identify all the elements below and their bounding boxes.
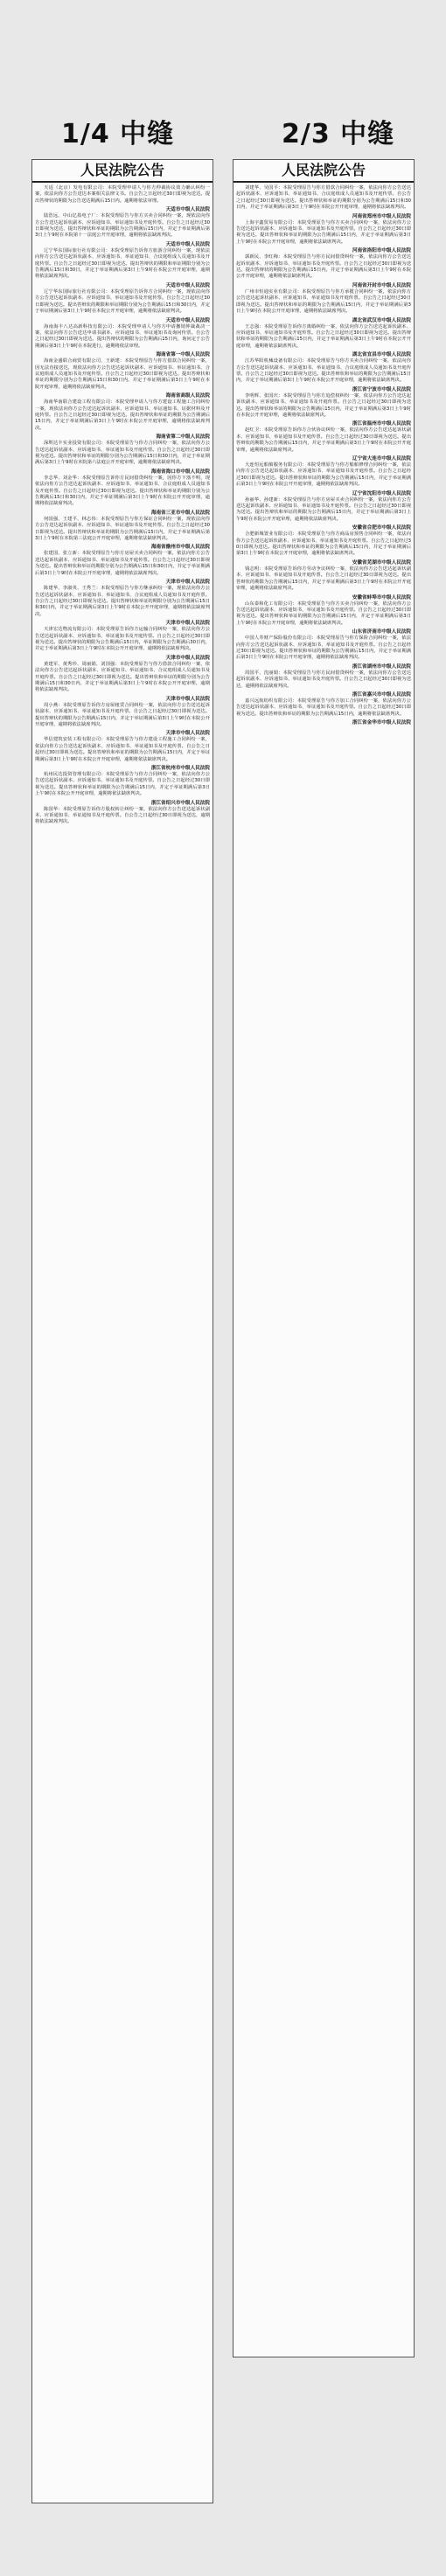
court-notice [236,559,411,593]
court-name: 海南省第一中级人民法院 [156,352,210,358]
court-name: 天适市中级人民法院 [165,207,210,213]
court-name: 浙江省温州市中级人民法院 [352,421,411,427]
court-notice [35,579,210,618]
court-notice [236,420,411,454]
court-name: 河南省开封市中级人民法院 [352,282,411,288]
court-notice [35,696,210,729]
court-notice [35,317,210,351]
fold-label-right: 2/3 中缝 [282,119,395,149]
notice-text: 陈国华：本院受理原告诉你方股权转让纠纷一案，依法向你方公告送达起诉状副本、应诉通知书、举证通知书及开庭传票。自公告之日起经过30日即视为送达，逾期将依法缺席判决。 [35,806,210,825]
court-notice [35,655,210,694]
court-notice [236,594,411,628]
court-name: 天适市中级人民法院 [165,317,210,323]
court-notice [35,206,210,240]
court-name: 安徽省蚌埠市中级人民法院 [352,594,411,601]
court-name: 海南省高级人民法院 [165,393,210,399]
notice-text: 周国平、沈丽娟：本院受理原告与你方民间借贷纠纷一案，依法向你方公告送达起诉状副本、应诉通知书、举证通知书及开庭传票。自公告之日起经过30日即视为送达，逾期将依法缺席判决。 [236,670,411,689]
notice-text: 黄建军、黄秀珍、周丽娟、刘国强：本院受理原告与你方借款合同纠纷一案，依法向你方公告送达起诉状副本、应诉通知书、举证通知书、合议庭组成人员通知书及开庭传票。自公告之日起经过30日即视为送达。提出答辩状和举证的期限分别为公告期满后15日和30日内，并定于举证期满后第3日上午9时在本院公开开庭审理，逾期将依法缺席判决。 [35,661,210,693]
court-name: 海南省第二中级人民法院 [156,434,210,441]
court-notice [35,620,210,653]
court-notice [236,719,411,726]
notice-text: 广州市恒通实业有限公司：本院受理原告与你方承揽合同纠纷一案，依法向你方公告送达起诉状副本、应诉通知书、举证通知书及开庭传票。自公告之日起经过30日即视为送达。提出答辩状和举证的期限为公告期满后15日内，并定于举证期满后第3日上午9时在本院公开开庭审理，逾期将依法缺席判决。 [236,288,411,315]
notice-text: 杭州民达投资管理有限公司：本院受理原告与你方合同纠纷一案，依法向你方公告送达起诉状副本、应诉通知书、举证通知书及开庭传票。自公告之日起经过30日即视为送达。提出答辩状和举证的期限为公告期满后15日内，并定于举证期满后第3日上午9时在本院公开开庭审理，逾期将依法缺席判决。 [35,772,210,797]
notice-text: 刘建华、吴国平：本院受理原告与你方借款合同纠纷一案，依法向你方公告送达起诉状副本、应诉通知书、举证通知书、合议庭组成人员通知书及开庭传票。自公告之日起经过30日即视为送达。提出答辩状和举证的期限分别为公告期满后15日和30日内，并定于举证期满后第3日上午9时在本院公开开庭审理，逾期将依法缺席判决。 [236,185,411,211]
court-name: 天津市中级人民法院 [165,696,210,702]
notice-text: 江苏华阳机械设备有限公司：本院受理原告与你方买卖合同纠纷一案，依法向你方公告送达起诉状副本、应诉通知书、举证通知书、合议庭组成人员通知书及开庭传票。自公告之日起经过30日即视为送达。提出答辩状和举证的期限为公告期满后15日内，并定于举证期满后第3日上午9时在本院公开开庭审理，逾期将依法缺席判决。 [236,358,411,384]
notice-text: 钱志明：本院受理原告诉你方劳动争议纠纷一案，依法向你方公告送达起诉状副本、应诉通知书、举证通知书及开庭传票。自公告之日起经过30日即视为送达。提出答辩状的期限为公告期满后15日内，并定于举证期满后第3日上午9时在本院公开开庭审理，逾期将依法缺席判决。 [236,566,411,592]
notice-text: 天适（北京）发电有限公司：本院受理申请人与你方仲裁协议效力确认纠纷一案，依法向你方公告送达本案相关法律文书。自公告之日起经过30日即视为送达。提出答辩状的期限为公告送达期满后15日内。逾期将依法审理。 [35,185,210,204]
notice-text: 中国人寿财产保险股份有限公司：本院受理原告与你方保险合同纠纷一案，依法向你方公告送达起诉状副本、应诉通知书、举证通知书及开庭传票。自公告之日起经过30日即视为送达。提出答辩状和举证的期限为公告期满后15日内，并定于举证期满后第3日上午9时在本院公开开庭审理，逾期将依法缺席判决。 [236,635,411,661]
court-notice [35,434,210,467]
notice-column-right [233,159,415,2357]
notice-text: 郭新民、李红梅：本院受理原告与你方民间借贷纠纷一案，依法向你方公告送达起诉状副本、应诉通知书、举证通知书及开庭传票。自公告之日起经过30日即视为送达。提出答辩状的期限为公告期满后15日内，并定于举证期满后第3日上午9时在本院公开开庭审理，逾期将依法缺席判决。 [236,254,411,280]
notice-text: 周小燕：本院受理原告诉你方房屋租赁合同纠纷一案，依法向你方公告送达起诉状副本、应诉通知书、举证通知书及开庭传票。自公告之日起经过30日即视为送达。提出答辩状的期限为公告期满后15日内，并定于举证期满后第3日上午9时在本院公开开庭审理，逾期将依法缺席判决。 [35,702,210,727]
court-name: 天适市中级人民法院 [165,241,210,247]
court-name: 天津市中级人民法院 [165,731,210,737]
court-name: 浙江省嘉兴市中级人民法院 [352,691,411,698]
notice-text: 海南华南联合建设工程有限公司：本院受理申请人与你方建设工程施工合同纠纷一案，现依法向你方公告送达起诉状副本、应诉通知书、举证通知书、证据材料及开庭传票。自公告之日起经过30日即视为送达。提出答辩状和举证的期限为公告期满后15日内，并定于举证期满后第3日上午9时在本院公开开庭审理，逾期将依法缺席判决。 [35,399,210,431]
court-name: 天津市中级人民法院 [165,655,210,661]
court-notice [236,247,411,281]
notice-text: 孙丽华、孙建新：本院受理原告与你方房屋买卖合同纠纷一案，依法向你方公告送达起诉状副本、应诉通知书、举证通知书及开庭传票。自公告之日起经过30日即视为送达。提出答辩状和举证的期限为公告期满后15日内，并定于举证期满后第3日上午9时在本院公开开庭审理，逾期将依法缺席判决。 [236,496,411,522]
notice-text: 何国强、王建平、林志伟：本院受理原告与你方保证合同纠纷一案，现依法向你方公告送达起诉状副本、应诉通知书、举证通知书及开庭传票。自公告之日起经过30日即视为送达。提出答辩状和举证的期限为公告期满后15日内，并定于举证期满后第3日上午9时在本院第三法庭公开开庭审理，逾期将依法缺席判决。 [35,516,210,542]
court-name: 海南省海口市中级人民法院 [150,469,210,475]
notice-column-left [31,159,213,2503]
notice-text: 李志华、刘金华：本院受理原告诉你方民间借贷纠纷一案，因你方下落不明，现依法向你方公告送达起诉状副本、应诉通知书、举证通知书、合议庭组成人员通知书及开庭传票。自公告之日起经过30日即视为送达。提出答辩状和举证的期限分别为公告期满后15日和30日内，并定于举证期满后第3日上午9时在本院公开开庭审理，逾期将依法缺席判决。 [35,475,210,507]
section-title-left: 人民法院公告 [32,160,213,183]
notice-text: 大连恒远船舶服务有限公司：本院受理原告与你方船舶修理合同纠纷一案，依法向你方公告送达起诉状副本、应诉通知书、举证通知书及开庭传票。自公告之日起经过30日即视为送达。提出答辩状和举证的期限为公告期满后15日内，并定于举证期满后第3日上午9时在本院公开开庭审理，逾期将依法缺席判决。 [236,462,411,488]
court-name: 浙江省宁波市中级人民法院 [352,386,411,392]
notice-text: 深圳达丰实业投资有限公司：本院受理原告与你方合同纠纷一案，依法向你方公告送达起诉状副本、应诉通知书、举证通知书及开庭传票。自公告之日起经过30日即视为送达。提出答辩状和举证的期限分别为公告期满后15日和30日内，并定于举证期满后第3日上午9时在本院第六法庭公开开庭审理，逾期将依法缺席判决。 [35,441,210,466]
court-notice [35,282,210,316]
court-name: 安徽省芜湖市中级人民法院 [352,559,411,566]
notice-list-left [35,185,210,826]
court-name: 山东省济南市中级人民法院 [352,629,411,635]
notice-text: 辽宁华东国际旅行社有限公司：本院受理原告诉你方合同纠纷一案，现依法向你方公告送达起诉状副本、应诉通知书、举证通知书及开庭传票。自公告之日起经过30日即视为送达。提出答辩状的期限和举证期限分别为公告期满后15日和30日内，并定于举证期满后第3日上午9时在本院公开开庭审理，逾期将依法缺席判决。 [35,288,210,315]
notice-text: 张建国、张立新：本院受理原告与你方房屋买卖合同纠纷一案，依法向你方公告送达起诉状副本、应诉通知书、举证通知书及开庭传票。自公告之日起经过30日即视为送达。提出答辩状和举证的期限分别为公告期满后15日和30日内，并定于举证期满后第3日上午9时在本院公开开庭审理，逾期将依法缺席判决。 [35,551,210,576]
court-notice [236,691,411,718]
section-title-right: 人民法院公告 [233,160,414,183]
notice-text: 辽宁华东国际旅行社有限公司：本院受理原告诉你方旅游合同纠纷一案，现依法向你方公告送达起诉状副本、应诉通知书、举证通知书、合议庭组成人员通知书及开庭传票。自公告之日起经过30日即视为送达。提出答辩状的期限和举证期限分别为公告期满后15日和30日，并定于举证期满后第3日上午9时在本院公开开庭审理，逾期将依法缺席判决。 [35,247,210,280]
notice-text: 海南金盛联合商贸有限公司、王新建：本院受理原告与你方借款合同纠纷一案，因无法直接送达，现依法向你方公告送达起诉状副本、应诉通知书、举证通知书、合议庭组成人员通知书及开庭传票。自公告之日起经过30日即视为送达。提出答辩状和举证的期限分别为公告期满后15日和30日内，并定于举证期满后第3日上午9时在本院开庭审理，逾期将依法缺席判决。 [35,358,210,390]
court-name: 天津市中级人民法院 [165,580,210,586]
court-name: 海南省儋州市中级人民法院 [150,545,210,551]
court-name: 河南省郑州市中级人民法院 [352,213,411,219]
court-notice [35,730,210,763]
court-notice [35,241,210,281]
court-notice [236,185,411,212]
court-notice [35,800,210,826]
court-notice [35,469,210,508]
court-name: 湖北省宜昌市中级人民法院 [352,352,411,358]
court-notice [236,213,411,246]
court-name: 辽宁省大连市中级人民法院 [352,456,411,462]
court-notice [35,544,210,577]
notice-text: 嘉兴远航纺织有限公司：本院受理原告与你方加工合同纠纷一案，依法向你方公告送达起诉状副本、应诉通知书、举证通知书及开庭传票。自公告之日起经过30日即视为送达。提出答辩状和举证的期限为公告期满后15日内，逾期将依法缺席判决。 [236,698,411,717]
notice-text: 海南海丰八达高新科技有限公司：本院受理申请人与你方申请撤销仲裁裁决一案，依法向你方公告送达申请书副本、应诉通知书、举证通知书及询问传票。自公告之日起经过30日即视为送达。提出答辩状的期限为公告期满后15日内，询问定于公告期满后第3日上午9时在本院进行，逾期将依法审理。 [35,323,210,349]
court-notice [236,317,411,351]
court-notice [236,524,411,558]
notice-text: 赵红卫：本院受理原告诉你方合伙协议纠纷一案，依法向你方公告送达起诉状副本、应诉通知书、举证通知书及开庭传票。自公告之日起经过30日即视为送达。提出答辩状的期限为公告期满后15日内，并定于举证期满后第3日上午9时在本院公开开庭审理，逾期将依法缺席判决。 [236,427,411,453]
court-name: 浙江省杭州市中级人民法院 [150,766,210,772]
court-name: 浙江省湖州市中级人民法院 [352,663,411,670]
court-name: 辽宁省沈阳市中级人民法院 [352,490,411,496]
notice-text: 上海宇鑫贸易有限公司：本院受理原告与你方买卖合同纠纷一案，依法向你方公告送达起诉状副本、应诉通知书、举证通知书及开庭传票。自公告之日起经过30日即视为送达。提出答辩状和举证的期限为公告期满后15日内，并定于举证期满后第3日上午9时在本院公开开庭审理，逾期将依法缺席判决。 [236,219,411,245]
notice-text: 合肥新城置业有限公司：本院受理原告与你方商品房预售合同纠纷一案，依法向你方公告送达起诉状副本、应诉通知书、举证通知书及开庭传票。自公告之日起经过30日即视为送达。提出答辩状和举证的期限为公告期满后15日内，并定于举证期满后第3日上午9时在本院公开开庭审理，逾期将依法缺席判决。 [236,531,411,557]
court-notice [236,628,411,662]
court-notice [35,185,210,205]
court-notice [35,510,210,543]
court-notice [35,392,210,432]
court-name: 湖北省武汉市中级人民法院 [352,317,411,323]
notice-text: 陆浩远、中山亿盈电子厂：本院受理原告与你方买卖合同纠纷一案，现依法向你方公告送达起诉状副本、应诉通知书、举证通知书及开庭传票。自公告之日起经过30日即视为送达，提出答辩状和举证的期限为公告期满后15日内，并定于举证期满后第3日上午9时在本院第十一法庭公开开庭审理，逾期将依法缺席判决。 [35,213,210,239]
court-notice [236,351,411,385]
notice-text: 华信建筑安装工程有限公司：本院受理原告与你方建设工程施工合同纠纷一案，依法向你方公告送达起诉状副本、应诉通知书、举证通知书及开庭传票。自公告之日起经过30日即视为送达。提出答辩状和举证的期限为公告期满后15日内，并定于举证期满后第3日上午9时在本院公开开庭审理，逾期将依法缺席判决。 [35,737,210,762]
court-notice [236,490,411,524]
fold-label-left: 1/4 中缝 [61,119,175,149]
court-notice [35,765,210,798]
court-notice [236,386,411,420]
court-notice [35,351,210,391]
notice-text: 李明辉、张国庆：本院受理原告与你方追偿权纠纷一案，依法向你方公告送达起诉状副本、应诉通知书、举证通知书及开庭传票。自公告之日起经过30日即视为送达。提出答辩状和举证的期限为公告期满后15日内，并定于举证期满后第3日上午9时在本院公开开庭审理，逾期将依法缺席判决。 [236,392,411,418]
court-name: 海南省三亚市中级人民法院 [150,510,210,516]
court-notice [236,455,411,489]
notice-text: 山东泰和化工有限公司：本院受理原告与你方买卖合同纠纷一案，依法向你方公告送达起诉状副本、应诉通知书、举证通知书及开庭传票。自公告之日起经过30日即视为送达。提出答辩状和举证的期限为公告期满后15日内，并定于举证期满后第3日上午9时在本院公开开庭审理，逾期将依法缺席判决。 [236,601,411,626]
notice-text: 天津宏达物流有限公司：本院受理原告诉你方运输合同纠纷一案，依法向你方公告送达起诉状副本、应诉通知书、举证通知书及开庭传票。自公告之日起经过30日即视为送达。提出答辩状的期限为公告期满后15日内，举证期限为公告期满后30日内，并定于举证期满后第3日上午9时在本院公开开庭审理，逾期将依法缺席判决。 [35,627,210,652]
court-name: 浙江省绍兴市中级人民法院 [150,800,210,806]
notice-text: 王志强：本院受理原告诉你方离婚纠纷一案，依法向你方公告送达起诉状副本、应诉通知书、举证通知书及开庭传票。自公告之日起经过30日即视为送达。提出答辩状和举证的期限为公告期满后15日内，并定于举证期满后第3日上午9时在本院公开开庭审理，逾期将依法缺席判决。 [236,323,411,349]
court-name: 安徽省合肥市中级人民法院 [352,525,411,531]
court-name: 天适市中级人民法院 [165,282,210,288]
court-name: 天津市中级人民法院 [165,621,210,627]
court-notice [236,282,411,316]
notice-text: 陈建华、李淑英、王秀兰：本院受理原告与你方继承纠纷一案，现依法向你方公告送达起诉状副本、应诉通知书、举证通知书、合议庭组成人员通知书及开庭传票。自公告之日起经过30日即视为送达。提出答辩状和举证的期限分别为公告期满后15日和30日内，并定于举证期满后第3日上午9时在本院公开开庭审理，逾期将依法缺席判决。 [35,586,210,617]
notice-list-right [236,185,411,726]
court-name: 河南省洛阳市中级人民法院 [352,248,411,254]
court-name: 浙江省金华市中级人民法院 [352,720,411,726]
court-notice [236,663,411,690]
